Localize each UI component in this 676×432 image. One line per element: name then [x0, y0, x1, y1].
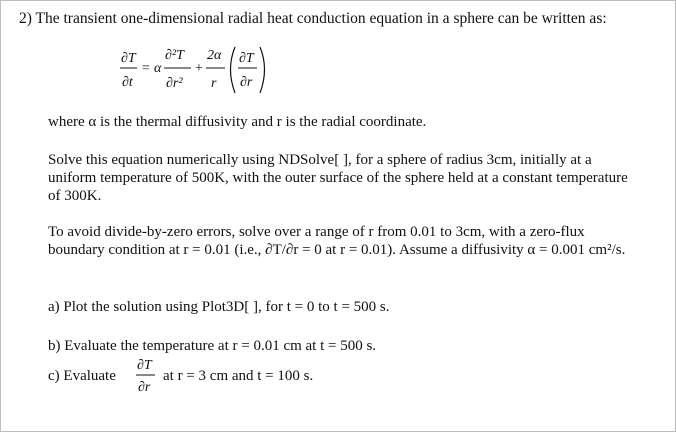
- eq-term1-numerator: ∂²T: [165, 48, 184, 63]
- eq-left-paren: [231, 47, 236, 93]
- part-c-derivative: [134, 355, 158, 395]
- part-a: a) Plot the solution using Plot3D[ ], for t = 0 to t = 500 s.: [48, 299, 390, 315]
- paragraph-definitions: where α is the thermal diffusivity and r is the radial coordinate.: [48, 114, 427, 130]
- eq-equals-alpha: = α: [141, 61, 162, 76]
- paragraph-boundary: To avoid divide-by-zero errors, solve over a range of r from 0.01 to 3cm, with a zero-flux boundary condition at r = 0.01 (i.e., ∂T/∂r = 0 at r = 0.01). Assume a diffusivity α = 0.001 cm²/s.: [48, 224, 626, 258]
- eq-lhs-numerator: ∂T: [121, 51, 136, 66]
- eq-term1-denominator: ∂r²: [166, 76, 183, 91]
- part-c-numerator: ∂T: [137, 358, 152, 373]
- eq-plus: +: [195, 61, 203, 76]
- heat-equation: [119, 41, 299, 101]
- part-b: b) Evaluate the temperature at r = 0.01 cm at t = 500 s.: [48, 338, 377, 354]
- eq-right-paren: [260, 47, 265, 93]
- paragraph-problem: Solve this equation numerically using NDSolve[ ], for a sphere of radius 3cm, initially at a uniform temperature of 500K, with the outer surface of the sphere held at a constant temperature of 300K.: [48, 152, 628, 204]
- eq-paren-denominator: ∂r: [240, 75, 253, 90]
- question-heading: 2) The transient one-dimensional radial heat conduction equation in a sphere can be written as:: [19, 10, 607, 27]
- eq-paren-numerator: ∂T: [239, 51, 254, 66]
- eq-term2-numerator: 2α: [207, 48, 222, 63]
- eq-term2-denominator: r: [211, 76, 217, 91]
- part-c-denominator: ∂r: [138, 380, 151, 395]
- eq-lhs-denominator: ∂t: [122, 75, 133, 90]
- part-c-label: c) Evaluate: [48, 368, 116, 384]
- part-c-rest: at r = 3 cm and t = 100 s.: [163, 368, 314, 384]
